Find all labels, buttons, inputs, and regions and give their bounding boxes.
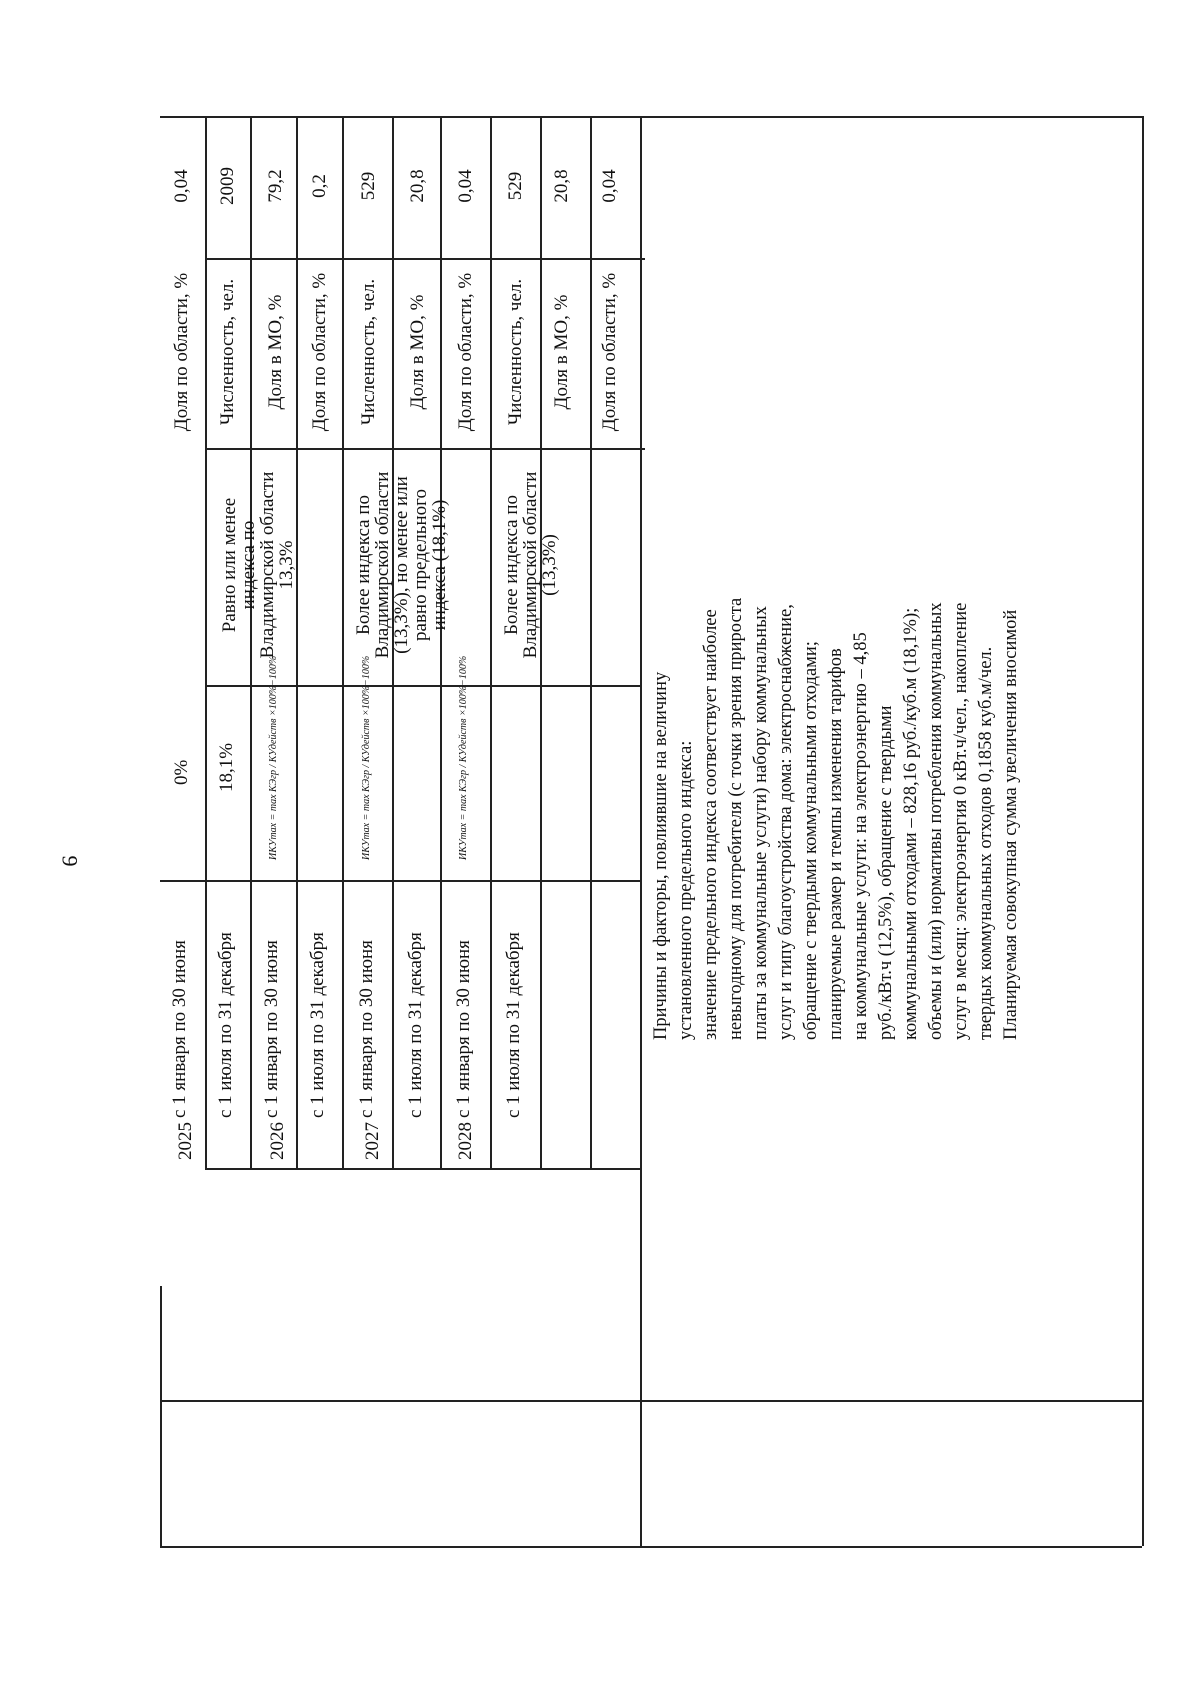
year-2028: 2028 — [455, 1122, 476, 1160]
row-rule — [590, 116, 592, 1168]
reasons-line: на коммунальные услуги: на электроэнергию – 4,85 — [851, 632, 871, 1040]
metric-value: 0,04 — [171, 169, 192, 203]
reasons-line: Планируемая совокупная сумма увеличения вносимой — [1001, 609, 1021, 1040]
reasons-line: обращение с твердыми коммунальными отходами; — [801, 641, 821, 1040]
reasons-line: коммунальными отходами – 828,16 руб./куб.м (18,1%); — [901, 607, 921, 1040]
metric-value: 0,04 — [599, 169, 620, 203]
group-label-line: Более индекса по — [353, 495, 374, 635]
metric-value: 0,04 — [455, 169, 476, 203]
group-label-line: Владимирской области — [520, 471, 541, 659]
metric-label: Доля в МО, % — [407, 294, 428, 410]
period-label: с 1 января по 30 июня — [261, 940, 282, 1118]
table-border-left-lower — [160, 1286, 162, 1546]
period-label: с 1 июля по 31 декабря — [215, 932, 236, 1118]
group-label-line: Более индекса по — [501, 495, 522, 635]
metric-label: Численность, чел. — [217, 278, 238, 426]
period-label: с 1 января по 30 июня — [453, 940, 474, 1118]
year-2025: 2025 — [175, 1122, 196, 1160]
metric-label: Доля в МО, % — [265, 294, 286, 410]
reasons-line: услуг в месяц: электроэнергия 0 кВт.ч/чел., накопление — [951, 602, 971, 1040]
metric-value: 2009 — [217, 167, 238, 205]
metric-label: Доля по области, % — [171, 272, 192, 432]
period-label: с 1 июля по 31 декабря — [307, 932, 328, 1118]
row-rule — [342, 116, 344, 1168]
row-rule — [490, 116, 492, 1168]
metric-label: Доля по области, % — [599, 272, 620, 432]
period-label: с 1 июля по 31 декабря — [503, 932, 524, 1118]
index-value: 0% — [171, 759, 192, 785]
col-sep-lower — [160, 1400, 1142, 1402]
reasons-line: Причины и факторы, повлиявшие на величину — [651, 671, 671, 1040]
group-label-line: (13,3%) — [539, 534, 560, 596]
reasons-left-rule — [640, 116, 642, 1546]
formula-2026: ИКУmax = max КЭгр / КУдейств ×100%−100% — [268, 655, 279, 860]
table-border-top — [160, 116, 1142, 118]
index-value: 18,1% — [216, 742, 237, 792]
formula-2027: ИКУmax = max КЭгр / КУдейств ×100%−100% — [361, 655, 372, 860]
group-label-line: Владимирской области — [372, 471, 393, 659]
reasons-line: планируемые размер и темпы изменения тарифов — [826, 648, 846, 1040]
metric-value: 0,2 — [309, 174, 330, 198]
period-label: с 1 января по 30 июня — [169, 940, 190, 1118]
reasons-line: невыгодному для потребителя (с точки зрения прироста — [726, 597, 746, 1040]
table-border-bottom — [160, 1546, 1142, 1548]
reasons-line: значение предельного индекса соответствует наиболее — [701, 609, 721, 1040]
metric-value: 20,8 — [407, 169, 428, 203]
group-label-line: Равно или менее — [219, 497, 240, 633]
page-number: 9 — [57, 855, 83, 867]
group-label-line: индекса (18,1%) — [429, 499, 450, 631]
reasons-line: платы за коммунальные услуги) набору коммунальных — [751, 606, 771, 1040]
row-rule — [205, 116, 207, 1168]
group-label-line: индекса по — [238, 520, 259, 610]
group-label-line: 13,3% — [276, 540, 297, 590]
reasons-line: руб./кВт.ч (12,5%), обращение с твердыми — [876, 705, 896, 1040]
reasons-line: объемы и (или) нормативы потребления коммунальных — [926, 602, 946, 1040]
col-period-right — [160, 880, 640, 882]
metric-value: 79,2 — [265, 169, 286, 203]
col-metric-right — [205, 258, 645, 260]
group-label-line: равно предельного — [410, 489, 431, 641]
metric-value: 529 — [505, 171, 526, 201]
reasons-line: установленного предельного индекса: — [676, 740, 696, 1040]
year-2027: 2027 — [362, 1122, 383, 1160]
metric-label: Доля по области, % — [455, 272, 476, 432]
table-border-right — [1142, 116, 1144, 1546]
reasons-line: твердых коммунальных отходов 0,1858 куб.м/чел. — [976, 646, 996, 1040]
metric-value: 20,8 — [551, 169, 572, 203]
metric-label: Доля в МО, % — [551, 294, 572, 410]
group-label-line: Владимирской области — [257, 471, 278, 659]
period-label: с 1 июля по 31 декабря — [405, 932, 426, 1118]
reasons-line: услуг и типу благоустройства дома: электроснабжение, — [776, 604, 796, 1040]
metric-label: Численность, чел. — [505, 278, 526, 426]
group-label-line: (13,3%), но менее или — [391, 476, 412, 654]
metric-label: Численность, чел. — [358, 278, 379, 426]
formula-2028: ИКУmax = max КЭгр / КУдейств ×100%−100% — [458, 655, 469, 860]
metric-label: Доля по области, % — [309, 272, 330, 432]
year-2026: 2026 — [267, 1122, 288, 1160]
metric-value: 529 — [358, 171, 379, 201]
col-year-right — [205, 1168, 640, 1170]
period-label: с 1 января по 30 июня — [356, 940, 377, 1118]
